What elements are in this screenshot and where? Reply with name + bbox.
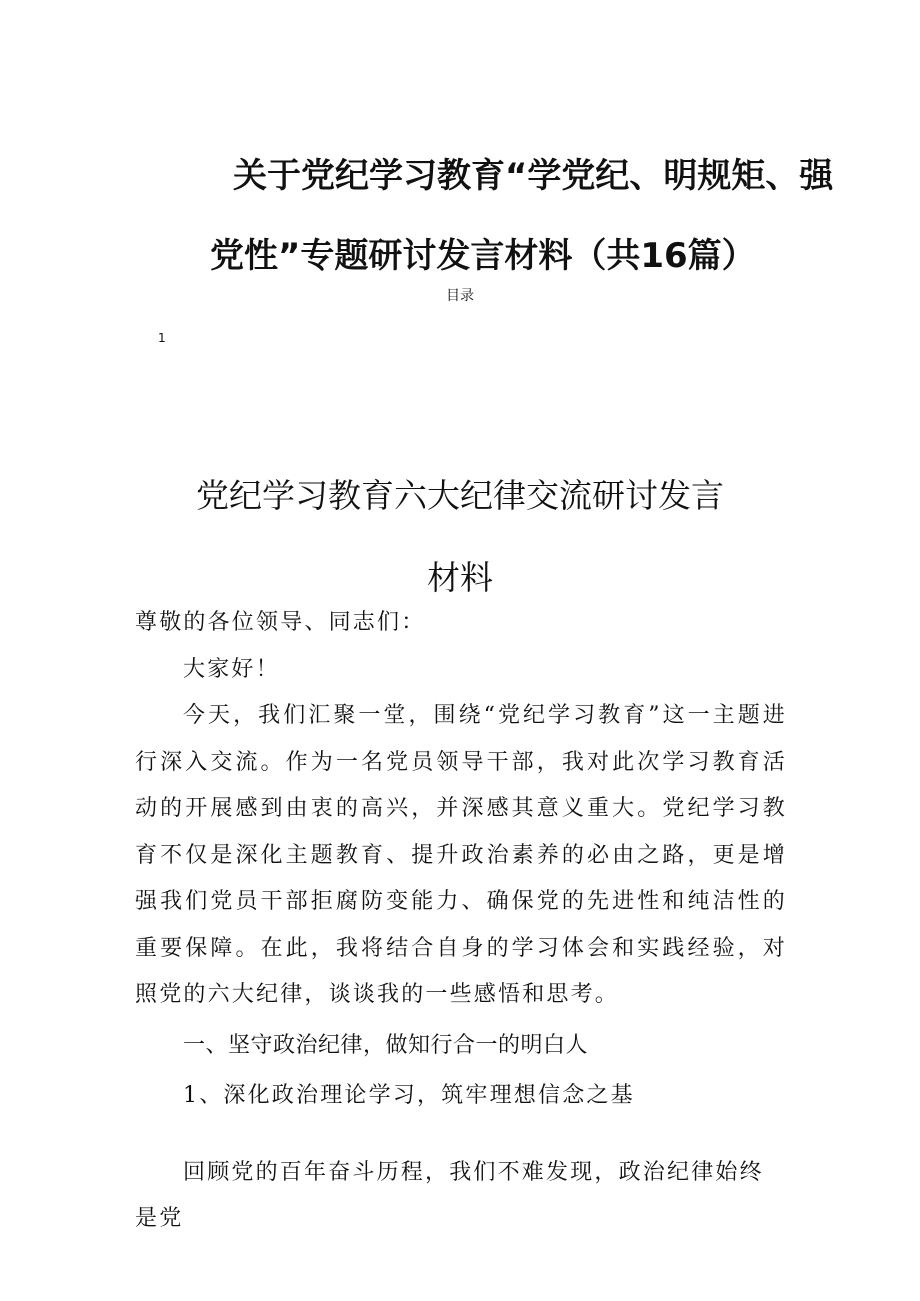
toc-label: 目录 [446, 288, 474, 304]
body-paragraph: 今天，我们汇聚一堂，围绕“党纪学习教育”这一主题进行深入交流。作为一名党员领导干部，我对此次学习教育活动的开展感到由衷的高兴，并深感其意义重大。党纪学习教育不仅是深化主题教育、提升政治素养的必由之路，更是增强我们党员干部拒腐防变能力、确保党的先进性和纯洁性的重要保障。在此，我将结合自身的学习体会和实践经验，对照党的六大纪律，谈谈我的一些感悟和思考。 [135, 703, 787, 1007]
main-title [0, 136, 920, 296]
main-title-line-2: 党性”专题研讨发言材料（共16篇） [210, 236, 756, 276]
article-title-line-2: 材料 [427, 558, 493, 597]
main-title-line-1: 关于党纪学习教育“学党纪、明规矩、强 [233, 156, 834, 196]
section-heading: 一、坚守政治纪律，做知行合一的明白人 [183, 1032, 589, 1058]
greeting: 大家好！ [183, 656, 280, 682]
subsection-heading: 1、深化政治理论学习，筑牢理想信念之基 [183, 1083, 635, 1108]
toc-entry-number: 1 [158, 331, 166, 345]
article-title-line-1: 党纪学习教育六大纪律交流研讨发言 [196, 476, 724, 515]
article-title [0, 455, 920, 619]
salutation: 尊敬的各位领导、同志们： [135, 610, 426, 635]
article-body [135, 600, 787, 1243]
body-paragraph-continued: 回顾党的百年奋斗历程，我们不难发现，政治纪律始终是党 [135, 1159, 764, 1231]
